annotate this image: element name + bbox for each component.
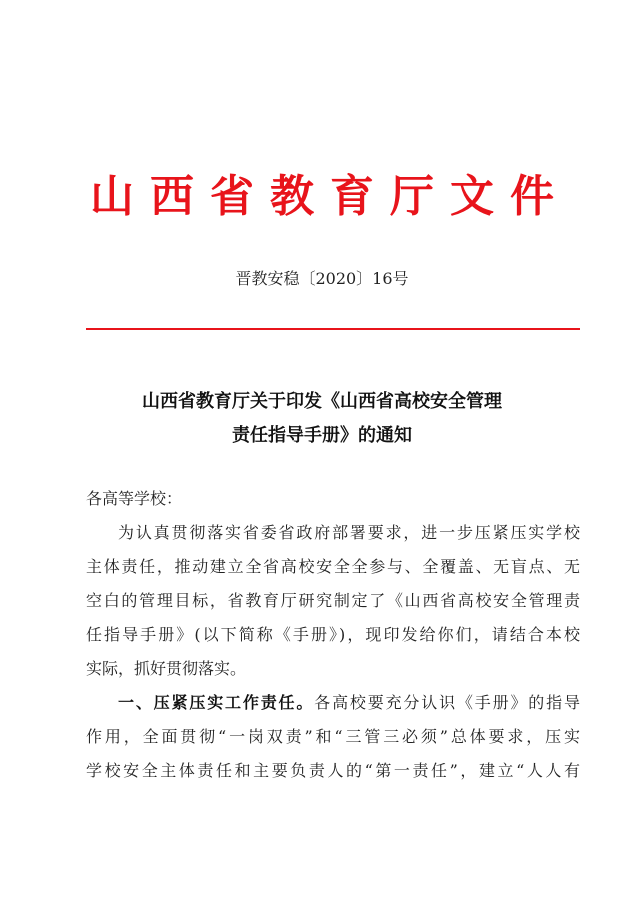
salutation: 各高等学校： <box>86 489 183 508</box>
red-divider-line <box>86 328 580 330</box>
notice-title-line-1: 山西省教育厅关于印发《山西省高校安全管理 <box>142 391 502 412</box>
paragraph-1-line-4: 任指导手册》(以下简称《手册》)，现印发给你们，请结合本校 <box>86 625 580 644</box>
notice-title <box>0 385 644 453</box>
body-text <box>86 516 580 788</box>
paragraph-2-line-1 <box>86 686 580 720</box>
document-number: 晋教安稳〔2020〕16号 <box>235 269 409 288</box>
paragraph-2-line-3: 学校安全主体责任和主要负责人的“第一责任”，建立“人人有 <box>86 761 580 780</box>
paragraph-2-line-1-rest: 各高校要充分认识《手册》的指导 <box>314 693 580 712</box>
paragraph-2-line-2: 作用，全面贯彻“一岗双责”和“三管三必须”总体要求，压实 <box>86 727 580 746</box>
document-header-title: 山西省教育厅文件 <box>90 171 570 222</box>
section-heading-1: 一、压紧压实工作责任。 <box>118 693 315 712</box>
paragraph-1-line-2: 主体责任，推动建立全省高校安全全参与、全覆盖、无盲点、无 <box>86 557 580 576</box>
paragraph-1-line-5: 实际，抓好贯彻落实。 <box>86 659 247 678</box>
notice-title-line-2: 责任指导手册》的通知 <box>232 425 412 446</box>
paragraph-1-line-1: 为认真贯彻落实省委省政府部署要求，进一步压紧压实学校 <box>118 523 580 542</box>
paragraph-1-line-3: 空白的管理目标，省教育厅研究制定了《山西省高校安全管理责 <box>86 591 580 610</box>
